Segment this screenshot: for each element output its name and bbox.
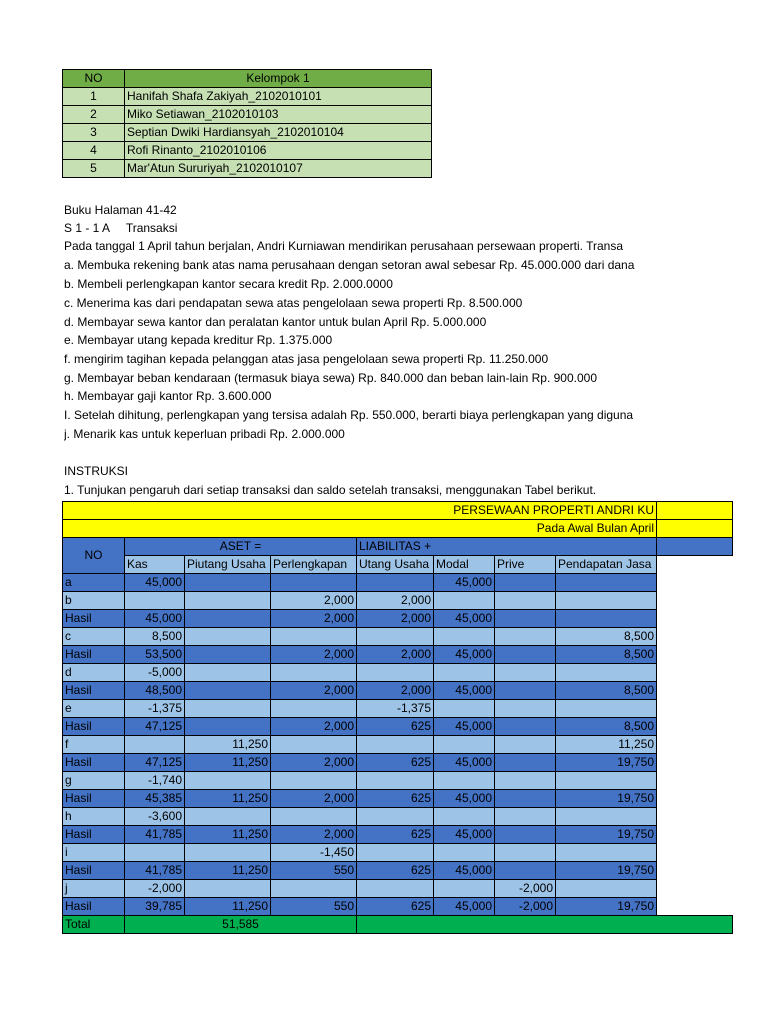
piutang-cell: 11,250: [185, 862, 271, 880]
transaction-row: [63, 574, 733, 592]
prive-cell: [495, 718, 556, 736]
kas-cell: 39,785: [125, 898, 185, 916]
transaction-item: f. mengirim tagihan kepada pelanggan atas jasa pengelolaan sewa properti Rp. 11.250.000: [64, 352, 549, 366]
perlengkapan-cell: 550: [271, 898, 357, 916]
transaction-item: I. Setelah dihitung, perlengkapan yang tersisa adalah Rp. 550.000, berarti biaya perlengkapan yang diguna: [64, 408, 634, 422]
pendapatan-cell: [556, 844, 657, 862]
section-title: S 1 - 1 A Transaksi: [64, 221, 178, 235]
modal-cell: [434, 592, 495, 610]
modal-cell: [434, 772, 495, 790]
accounting-equation-table: [62, 501, 733, 934]
transaction-item: j. Menarik kas untuk keperluan pribadi Rp. 2.000.000: [64, 427, 345, 441]
pendapatan-cell: 19,750: [556, 754, 657, 772]
perlengkapan-cell: [271, 772, 357, 790]
pendapatan-cell: 11,250: [556, 736, 657, 754]
piutang-cell: [185, 682, 271, 700]
empty-cell: [657, 664, 733, 682]
column-header-row: [63, 556, 733, 574]
utang-cell: [357, 664, 434, 682]
group-row-no: 1: [63, 88, 125, 106]
intro-text: Pada tanggal 1 April tahun berjalan, Andri Kurniawan mendirikan perusahaan persewaan properti. Transa: [64, 239, 624, 253]
row-label: d: [63, 664, 125, 682]
utang-cell: -1,375: [357, 700, 434, 718]
group-row: [63, 142, 432, 160]
perlengkapan-cell: 550: [271, 862, 357, 880]
utang-cell: [357, 574, 434, 592]
pendapatan-cell: 19,750: [556, 790, 657, 808]
pendapatan-cell: 19,750: [556, 862, 657, 880]
balance-row: [63, 646, 733, 664]
group-row-no: 5: [63, 160, 125, 178]
row-label: Hasil: [63, 610, 125, 628]
transaction-row: [63, 700, 733, 718]
subtitle-cell-overflow: [657, 520, 733, 538]
perlengkapan-cell: 2,000: [271, 682, 357, 700]
piutang-cell: 11,250: [185, 826, 271, 844]
prive-cell: [495, 628, 556, 646]
perlengkapan-cell: [271, 808, 357, 826]
blue-header-extra: [657, 538, 733, 556]
group-header-name: Kelompok 1: [125, 70, 432, 88]
utang-cell: 625: [357, 790, 434, 808]
empty-cell: [657, 754, 733, 772]
empty-cell: [657, 700, 733, 718]
transaction-item: e. Membayar utang kepada kreditur Rp. 1.375.000: [64, 333, 333, 347]
kas-cell: -2,000: [125, 880, 185, 898]
group-row: [63, 160, 432, 178]
col-no-header: NO: [63, 538, 125, 574]
prive-cell: [495, 574, 556, 592]
pendapatan-cell: [556, 664, 657, 682]
perlengkapan-cell: 2,000: [271, 790, 357, 808]
kas-cell: -5,000: [125, 664, 185, 682]
balance-row: [63, 826, 733, 844]
balance-row: [63, 754, 733, 772]
transaction-row: [63, 592, 733, 610]
empty-cell: [657, 718, 733, 736]
prive-cell: [495, 844, 556, 862]
utang-cell: 2,000: [357, 646, 434, 664]
group-row-name: Septian Dwiki Hardiansyah_2102010104: [125, 124, 432, 142]
pendapatan-cell: [556, 592, 657, 610]
piutang-cell: [185, 628, 271, 646]
piutang-cell: [185, 700, 271, 718]
modal-cell: 45,000: [434, 610, 495, 628]
aset-total: 51,585: [125, 916, 357, 934]
piutang-cell: 11,250: [185, 790, 271, 808]
prive-cell: [495, 754, 556, 772]
perlengkapan-cell: 2,000: [271, 646, 357, 664]
empty-cell: [657, 592, 733, 610]
kas-cell: -3,600: [125, 808, 185, 826]
balance-row: [63, 862, 733, 880]
row-label: i: [63, 844, 125, 862]
perlengkapan-cell: 2,000: [271, 610, 357, 628]
piutang-cell: [185, 592, 271, 610]
prive-cell: [495, 664, 556, 682]
perlengkapan-cell: 2,000: [271, 592, 357, 610]
liabilitas-total: [357, 916, 733, 934]
row-label: j: [63, 880, 125, 898]
modal-cell: 45,000: [434, 898, 495, 916]
group-row-no: 4: [63, 142, 125, 160]
pendapatan-cell: [556, 772, 657, 790]
group-header-row: [63, 70, 432, 88]
group-row-name: Miko Setiawan_2102010103: [125, 106, 432, 124]
book-reference: Buku Halaman 41-42: [64, 203, 177, 217]
group-row-no: 2: [63, 106, 125, 124]
transaction-item: d. Membayar sewa kantor dan peralatan kantor untuk bulan April Rp. 5.000.000: [64, 315, 487, 329]
group-row: [63, 124, 432, 142]
perlengkapan-cell: -1,450: [271, 844, 357, 862]
prive-cell: [495, 736, 556, 754]
piutang-cell: [185, 718, 271, 736]
title-cell-overflow: [657, 502, 733, 520]
empty-cell: [657, 880, 733, 898]
data-rows: [63, 574, 733, 916]
transaction-item: a. Membuka rekening bank atas nama perusahaan dengan setoran awal sebesar Rp. 45.000.000 dari dana: [64, 258, 635, 272]
prive-cell: [495, 790, 556, 808]
total-row: [63, 916, 733, 934]
kas-cell: 45,000: [125, 574, 185, 592]
transaction-row: [63, 880, 733, 898]
transaction-row: [63, 736, 733, 754]
row-label: h: [63, 808, 125, 826]
modal-cell: 45,000: [434, 646, 495, 664]
row-label: Hasil: [63, 682, 125, 700]
empty-cell: [657, 682, 733, 700]
group-row-no: 3: [63, 124, 125, 142]
row-label: Hasil: [63, 862, 125, 880]
empty-cell: [657, 898, 733, 916]
row-label: b: [63, 592, 125, 610]
transaction-item: b. Membeli perlengkapan kantor secara kredit Rp. 2.000.0000: [64, 277, 393, 291]
transaction-row: [63, 844, 733, 862]
utang-cell: [357, 736, 434, 754]
perlengkapan-cell: [271, 700, 357, 718]
row-label: e: [63, 700, 125, 718]
balance-row: [63, 718, 733, 736]
pendapatan-cell: 8,500: [556, 682, 657, 700]
empty-cell: [657, 556, 733, 574]
utang-cell: [357, 808, 434, 826]
row-label: Hasil: [63, 718, 125, 736]
empty-cell: [657, 610, 733, 628]
col-header-kas: Kas: [125, 556, 185, 574]
transaction-row: [63, 664, 733, 682]
kas-cell: [125, 736, 185, 754]
utang-cell: 625: [357, 754, 434, 772]
perlengkapan-cell: [271, 574, 357, 592]
balance-row: [63, 898, 733, 916]
company-name: PERSEWAAN PROPERTI ANDRI KU: [63, 502, 657, 520]
aset-header: ASET =: [125, 538, 357, 556]
kas-cell: -1,375: [125, 700, 185, 718]
transaction-row: [63, 808, 733, 826]
utang-cell: [357, 628, 434, 646]
piutang-cell: [185, 880, 271, 898]
empty-cell: [657, 808, 733, 826]
balance-row: [63, 790, 733, 808]
prive-cell: [495, 862, 556, 880]
empty-cell: [657, 772, 733, 790]
instruction-title: INSTRUKSI: [64, 464, 129, 478]
piutang-cell: 11,250: [185, 736, 271, 754]
empty-cell: [657, 790, 733, 808]
modal-cell: [434, 664, 495, 682]
kas-cell: [125, 592, 185, 610]
group-header-no: NO: [63, 70, 125, 88]
group-row-name: Rofi Rinanto_2102010106: [125, 142, 432, 160]
group-table: [62, 69, 432, 178]
balance-row: [63, 610, 733, 628]
balance-row: [63, 682, 733, 700]
prive-cell: [495, 808, 556, 826]
modal-cell: 45,000: [434, 826, 495, 844]
row-label: Hasil: [63, 754, 125, 772]
piutang-cell: [185, 664, 271, 682]
total-label: Total: [63, 916, 125, 934]
prive-cell: [495, 610, 556, 628]
perlengkapan-cell: 2,000: [271, 754, 357, 772]
modal-cell: [434, 628, 495, 646]
utang-cell: 2,000: [357, 610, 434, 628]
modal-cell: 45,000: [434, 790, 495, 808]
utang-cell: 625: [357, 718, 434, 736]
empty-cell: [657, 646, 733, 664]
col-header-piutang: Piutang Usaha: [185, 556, 271, 574]
prive-cell: -2,000: [495, 880, 556, 898]
group-row: [63, 88, 432, 106]
prive-cell: [495, 700, 556, 718]
piutang-cell: [185, 772, 271, 790]
utang-cell: [357, 844, 434, 862]
kas-cell: 41,785: [125, 826, 185, 844]
group-header-row: [63, 538, 733, 556]
kas-cell: [125, 844, 185, 862]
piutang-cell: [185, 646, 271, 664]
pendapatan-cell: [556, 808, 657, 826]
group-row: [63, 106, 432, 124]
modal-cell: 45,000: [434, 754, 495, 772]
modal-cell: 45,000: [434, 574, 495, 592]
prive-cell: [495, 772, 556, 790]
perlengkapan-cell: 2,000: [271, 826, 357, 844]
piutang-cell: [185, 808, 271, 826]
utang-cell: [357, 772, 434, 790]
piutang-cell: [185, 610, 271, 628]
transaction-row: [63, 772, 733, 790]
row-label: Hasil: [63, 790, 125, 808]
transaction-item: g. Membayar beban kendaraan (termasuk biaya sewa) Rp. 840.000 dan beban lain-lain Rp. 900.000: [64, 371, 598, 385]
modal-cell: 45,000: [434, 682, 495, 700]
empty-cell: [657, 736, 733, 754]
group-row-name: Hanifah Shafa Zakiyah_2102010101: [125, 88, 432, 106]
utang-cell: 2,000: [357, 682, 434, 700]
pendapatan-cell: 19,750: [556, 826, 657, 844]
row-label: a: [63, 574, 125, 592]
col-header-utang: Utang Usaha: [357, 556, 434, 574]
empty-cell: [657, 826, 733, 844]
pendapatan-cell: [556, 880, 657, 898]
kas-cell: 45,000: [125, 610, 185, 628]
perlengkapan-cell: [271, 664, 357, 682]
pendapatan-cell: 8,500: [556, 628, 657, 646]
empty-cell: [657, 628, 733, 646]
perlengkapan-cell: [271, 628, 357, 646]
period-title: Pada Awal Bulan April: [63, 520, 657, 538]
col-header-perlengkapan: Perlengkapan: [271, 556, 357, 574]
transaction-row: [63, 628, 733, 646]
prive-cell: [495, 826, 556, 844]
col-header-modal: Modal: [434, 556, 495, 574]
piutang-cell: 11,250: [185, 898, 271, 916]
modal-cell: [434, 844, 495, 862]
table-subtitle-row: [63, 520, 733, 538]
row-label: Hasil: [63, 826, 125, 844]
row-label: c: [63, 628, 125, 646]
modal-cell: 45,000: [434, 862, 495, 880]
kas-cell: 8,500: [125, 628, 185, 646]
group-row-name: Mar'Atun Sururiyah_2102010107: [125, 160, 432, 178]
empty-cell: [657, 862, 733, 880]
utang-cell: 625: [357, 898, 434, 916]
liabilitas-header: LIABILITAS +: [357, 538, 657, 556]
kas-cell: 47,125: [125, 718, 185, 736]
empty-cell: [657, 574, 733, 592]
col-header-pendapatan: Pendapatan Jasa: [556, 556, 657, 574]
piutang-cell: 11,250: [185, 754, 271, 772]
row-label: f: [63, 736, 125, 754]
row-label: Hasil: [63, 646, 125, 664]
modal-cell: [434, 880, 495, 898]
utang-cell: [357, 880, 434, 898]
kas-cell: 53,500: [125, 646, 185, 664]
kas-cell: 47,125: [125, 754, 185, 772]
modal-cell: 45,000: [434, 718, 495, 736]
perlengkapan-cell: [271, 880, 357, 898]
pendapatan-cell: [556, 574, 657, 592]
kas-cell: 48,500: [125, 682, 185, 700]
transaction-item: h. Membayar gaji kantor Rp. 3.600.000: [64, 389, 272, 403]
pendapatan-cell: [556, 610, 657, 628]
kas-cell: -1,740: [125, 772, 185, 790]
pendapatan-cell: [556, 700, 657, 718]
piutang-cell: [185, 844, 271, 862]
modal-cell: [434, 808, 495, 826]
table-title-row: [63, 502, 733, 520]
utang-cell: 625: [357, 862, 434, 880]
prive-cell: -2,000: [495, 898, 556, 916]
piutang-cell: [185, 574, 271, 592]
prive-cell: [495, 592, 556, 610]
utang-cell: 625: [357, 826, 434, 844]
perlengkapan-cell: [271, 736, 357, 754]
perlengkapan-cell: 2,000: [271, 718, 357, 736]
prive-cell: [495, 646, 556, 664]
col-header-prive: Prive: [495, 556, 556, 574]
transaction-item: c. Menerima kas dari pendapatan sewa atas pengelolaan sewa properti Rp. 8.500.000: [64, 296, 523, 310]
row-label: Hasil: [63, 898, 125, 916]
pendapatan-cell: 8,500: [556, 718, 657, 736]
pendapatan-cell: 19,750: [556, 898, 657, 916]
kas-cell: 45,385: [125, 790, 185, 808]
modal-cell: [434, 736, 495, 754]
kas-cell: 41,785: [125, 862, 185, 880]
utang-cell: 2,000: [357, 592, 434, 610]
modal-cell: [434, 700, 495, 718]
empty-cell: [657, 844, 733, 862]
instruction-text: 1. Tunjukan pengaruh dari setiap transaksi dan saldo setelah transaksi, menggunakan Tabel berikut.: [64, 483, 597, 497]
row-label: g: [63, 772, 125, 790]
prive-cell: [495, 682, 556, 700]
pendapatan-cell: 8,500: [556, 646, 657, 664]
